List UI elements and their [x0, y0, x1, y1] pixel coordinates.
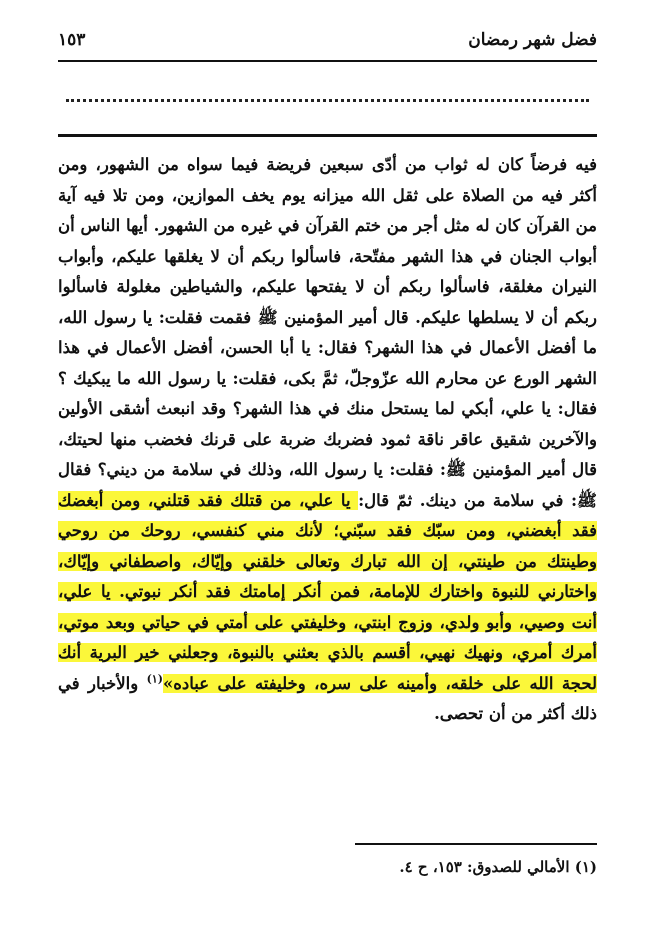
dotted-separator: [66, 99, 589, 102]
highlighted-quote: يا علي، من قتلك فقد قتلني، ومن أبغضك فقد أبغضني، ومن سبّك فقد سبّني؛ لأنك مني كنفسي، روحك من روحي وطينتك من طينتي، إن الله تبارك وتعالى خلقني وإيّاك، واصطفاني وإيّاك، واختارني للنبوة واختارك للإمامة، فمن أنكر إمامتك فقد أنكر نبوتي. يا علي، أنت وصيي، وأبو ولدي، وزوج ابنتي، وخليفتي على أمتي في حياتي وبعد موتي، أمرك أمري، ونهيك نهيي، أقسم بالذي بعثني بالنبوة، وجعلني خير البرية أنك لحجة الله على خلقه، وأمينه على سره، وخليفته على عباده»: [58, 490, 597, 693]
page-number: ١٥٣: [58, 30, 86, 50]
footnote-rule: [355, 843, 597, 845]
header-rule: [58, 60, 597, 62]
main-text: [58, 150, 597, 730]
running-title: فضل شهر رمضان: [468, 30, 597, 50]
footnote: (١) الأمالي للصدوق: ١٥٣، ح ٤.: [399, 858, 597, 876]
footnote-marker: (١): [146, 672, 163, 685]
text-after-highlight: والأخبار في ذلك أكثر من أن تحصى.: [58, 673, 597, 723]
page-header: [58, 30, 597, 60]
text-before-highlight: فيه فرضاً كان له ثواب من أدّى سبعين فريضة فيما سواه من الشهور، ومن أكثر فيه من الصلاة على ثقل الله ميزانه يوم يخف الموازين، ومن تلا فيه آية من القرآن كان له مثل أجر من ختم القرآن في غيره من الشهور. أيها الناس أن أبواب الجنان في هذا الشهر مفتّحة، فاسألوا ربكم أن لا يغلقها عليكم، وأبواب النيران مغلقة، فاسألوا ربكم أن لا يفتحها عليكم، والشياطين مغلولة فاسألوا ربكم أن لا يسلطها عليكم. قال أمير المؤمنين ﷺ فقمت فقلت: يا رسول الله، ما أفضل الأعمال في هذا الشهر؟ فقال: يا أبا الحسن، أفضل الأعمال في هذا الشهر الورع عن محارم الله عزّوجلّ، ثمَّ بكى، فقلت: يا رسول الله ما يبكيك ؟ فقال: يا علي، أبكي لما يستحل منك في هذا الشهر؟ وقد انبعث أشقى الأولين والآخرين شقيق عاقر ناقة ثمود فضربك ضربة على قرنك فخضب منها لحيتك، قال أمير المؤمنين ﷺ: فقلت: يا رسول الله، وذلك في سلامة من ديني؟ فقال ﷺ: في سلامة من دينك. ثمّ قال:: [58, 155, 597, 510]
section-rule: [58, 134, 597, 137]
body-paragraph: [58, 150, 597, 730]
